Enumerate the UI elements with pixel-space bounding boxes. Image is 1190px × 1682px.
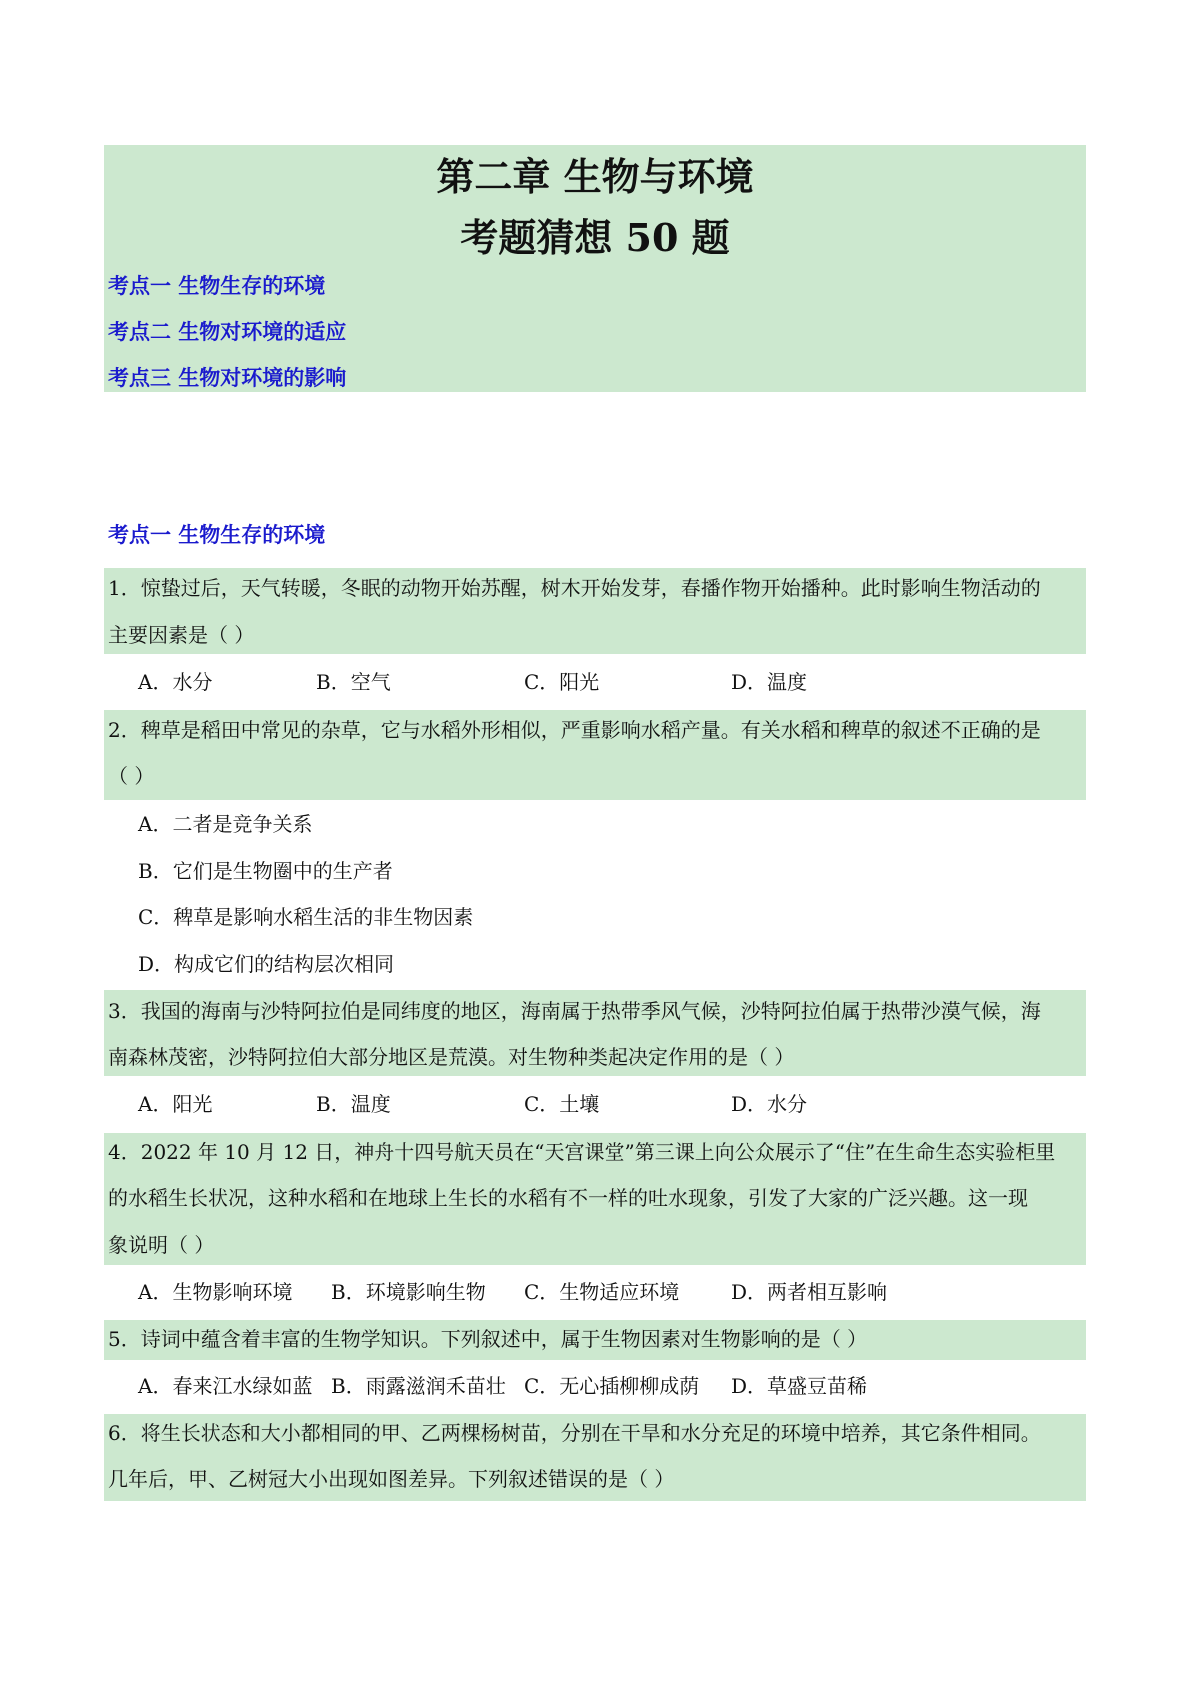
q1-option-b: B．空气 — [316, 670, 391, 694]
q6-line-1: 6．将生长状态和大小都相同的甲、乙两棵杨树苗，分别在干旱和水分充足的环境中培养，其它条件相同。 — [108, 1421, 1041, 1445]
q3-line-2: 南森林茂密，沙特阿拉伯大部分地区是荒漠。对生物种类起决定作用的是（ ） — [108, 1045, 795, 1069]
q4-line-3: 象说明（ ） — [108, 1233, 215, 1257]
q6-line-2: 几年后，甲、乙树冠大小出现如图差异。下列叙述错误的是（ ） — [108, 1467, 675, 1491]
q2-option-b: B．它们是生物圈中的生产者 — [138, 859, 393, 883]
q2-line-1: 2．稗草是稻田中常见的杂草，它与水稻外形相似，严重影响水稻产量。有关水稻和稗草的叙述不正确的是 — [108, 718, 1041, 742]
q1-line-1: 1．惊蛰过后，天气转暖，冬眠的动物开始苏醒，树木开始发芽，春播作物开始播种。此时影响生物活动的 — [108, 576, 1041, 600]
q5-option-a: A．春来江水绿如蓝 — [138, 1374, 313, 1398]
q2-option-a: A．二者是竞争关系 — [138, 812, 313, 836]
q1-line-2: 主要因素是（ ） — [108, 623, 255, 647]
q4-line-2: 的水稻生长状况，这种水稻和在地球上生长的水稻有不一样的吐水现象，引发了大家的广泛兴趣。这一现 — [108, 1186, 1028, 1210]
q3-option-d: D．水分 — [731, 1092, 808, 1116]
subtitle: 考题猜想 50 题 — [460, 215, 730, 260]
q3-option-c: C．土壤 — [524, 1092, 600, 1116]
q2-option-c: C．稗草是影响水稻生活的非生物因素 — [138, 905, 474, 929]
q4-line-1: 4．2022 年 10 月 12 日，神舟十四号航天员在“天宫课堂”第三课上向公众展示了“住”在生命生态实验柜里 — [108, 1140, 1056, 1164]
q5-line-1: 5．诗词中蕴含着丰富的生物学知识。下列叙述中，属于生物因素对生物影响的是（ ） — [108, 1327, 868, 1351]
q5-option-d: D．草盛豆苗稀 — [731, 1374, 868, 1398]
q1-option-a: A．水分 — [138, 670, 213, 694]
q4-option-a: A．生物影响环境 — [138, 1280, 293, 1304]
q4-option-d: D．两者相互影响 — [731, 1280, 888, 1304]
section-heading: 考点一 生物生存的环境 — [108, 522, 326, 547]
q4-option-b: B．环境影响生物 — [331, 1280, 486, 1304]
q5-option-c: C．无心插柳柳成荫 — [524, 1374, 700, 1398]
toc-item-1[interactable]: 考点一 生物生存的环境 — [108, 273, 326, 298]
chapter-title: 第二章 生物与环境 — [436, 154, 754, 199]
q3-option-a: A．阳光 — [138, 1092, 213, 1116]
toc-item-2[interactable]: 考点二 生物对环境的适应 — [108, 319, 347, 344]
q2-line-2: （ ） — [108, 764, 155, 788]
toc-item-3[interactable]: 考点三 生物对环境的影响 — [108, 365, 347, 390]
q1-option-d: D．温度 — [731, 670, 808, 694]
q4-option-c: C．生物适应环境 — [524, 1280, 680, 1304]
q2-option-d: D．构成它们的结构层次相同 — [138, 952, 395, 976]
q3-option-b: B．温度 — [316, 1092, 391, 1116]
q1-option-c: C．阳光 — [524, 670, 600, 694]
q3-line-1: 3．我国的海南与沙特阿拉伯是同纬度的地区，海南属于热带季风气候，沙特阿拉伯属于热带沙漠气候，海 — [108, 999, 1041, 1023]
q5-option-b: B．雨露滋润禾苗壮 — [331, 1374, 506, 1398]
